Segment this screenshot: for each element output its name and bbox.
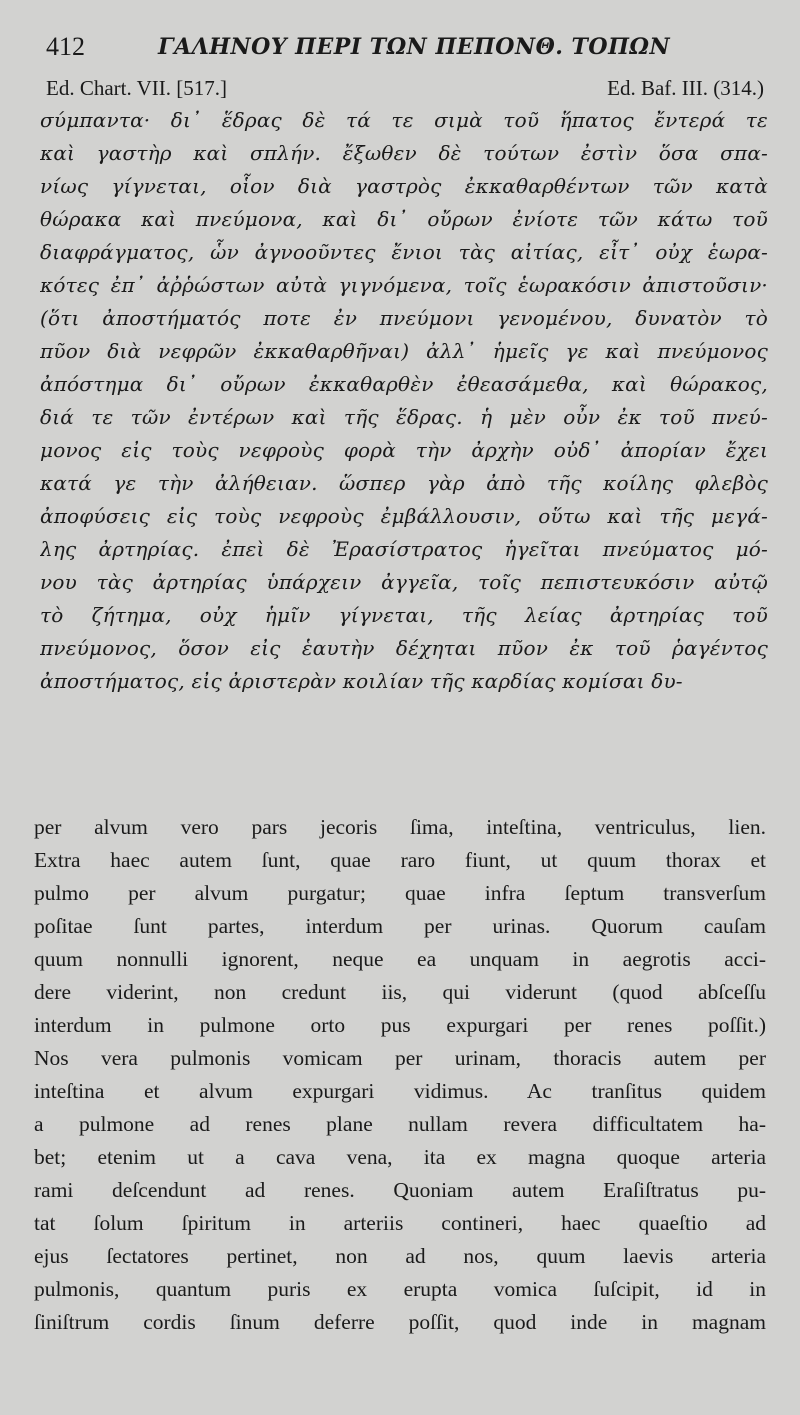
latin-text-line: per alvum vero pars jecoris ſima, inteſtina, ventriculus, lien. [34, 815, 766, 839]
running-head [46, 30, 766, 64]
greek-text-line: ἀποστήματος, εἰς ἀριστερὰν κοιλίαν τῆς καρδίας κομίσαι δυ- [40, 669, 683, 693]
edition-references [46, 74, 764, 102]
greek-text-line: πνεύμονος, ὅσον εἰς ἑαυτὴν δέχηται πῦον ἐκ τοῦ ῥαγέντος [40, 636, 768, 660]
edition-basel-reference: Ed. Baf. III. (314.) [607, 76, 764, 100]
latin-text-line: ſiniſtrum cordis ſinum deferre poſſit, quod inde in magnam [34, 1310, 766, 1334]
latin-text-line: pulmo per alvum purgatur; quae infra ſeptum transverſum [34, 881, 766, 905]
edition-chartier-reference: Ed. Chart. VII. [517.] [46, 76, 227, 100]
greek-text-line: πῦον διὰ νεφρῶν ἐκκαθαρθῆναι) ἀλλ᾿ ἡμεῖς γε καὶ πνεύμονος [40, 339, 768, 363]
greek-text-line: ἀποφύσεις εἰς τοὺς νεφροὺς ἐμβάλλουσιν, οὕτω καὶ τῆς μεγά- [40, 504, 768, 528]
greek-text-line: θώρακα καὶ πνεύμονα, καὶ δι᾿ οὔρων ἐνίοτε τῶν κάτω τοῦ [40, 207, 768, 231]
greek-text-line: (ὅτι ἀποστήματός ποτε ἐν πνεύμονι γενομένου, δυνατὸν τὸ [40, 306, 768, 330]
greek-text-line: λης ἀρτηρίας. ἐπεὶ δὲ Ἐρασίστρατος ἡγεῖται πνεύματος μό- [40, 537, 768, 561]
latin-text-line: tat ſolum ſpiritum in arteriis contineri, haec quaeſtio ad [34, 1211, 766, 1235]
latin-text-line: Nos vera pulmonis vomicam per urinam, thoracis autem per [34, 1046, 766, 1070]
greek-text-line: μονος εἰς τοὺς νεφροὺς φορὰ τὴν ἀρχὴν οὐδ᾿ ἀπορίαν ἔχει [40, 438, 768, 462]
latin-text-block [34, 811, 766, 1339]
greek-text-line: διά τε τῶν ἐντέρων καὶ τῆς ἕδρας. ἡ μὲν οὖν ἐκ τοῦ πνεύ- [40, 405, 768, 429]
greek-text-line: διαφράγματος, ὧν ἀγνοοῦντες ἔνιοι τὰς αἰτίας, εἶτ᾿ οὐχ ἑωρα- [40, 240, 768, 264]
latin-text-line: inteſtina et alvum expurgari vidimus. Ac tranſitus quidem [34, 1079, 766, 1103]
running-title: ΓΑΛΗΝΟΥ ΠΕΡΙ ΤΩΝ ΠΕΠΟΝΘ. ΤΟΠΩΝ [158, 34, 671, 60]
latin-text-line: ejus ſectatores pertinet, non ad nos, quum laevis arteria [34, 1244, 766, 1268]
latin-text-line: interdum in pulmone orto pus expurgari per renes poſſit.) [34, 1013, 766, 1037]
latin-text-line: a pulmone ad renes plane nullam revera difficultatem ha- [34, 1112, 766, 1136]
latin-text-line: Extra haec autem ſunt, quae raro fiunt, ut quum thorax et [34, 848, 766, 872]
latin-text-line: dere viderint, non credunt iis, qui viderunt (quod abſceſſu [34, 980, 766, 1004]
greek-text-line: νίως γίγνεται, οἷον διὰ γαστρὸς ἐκκαθαρθέντων τῶν κατὰ [40, 174, 768, 198]
greek-text-line: ἀπόστημα δι᾿ οὔρων ἐκκαθαρθὲν ἐθεασάμεθα, καὶ θώρακος, [40, 372, 768, 396]
greek-text-line: τὸ ζήτημα, οὐχ ἡμῖν γίγνεται, τῆς λείας ἀρτηρίας τοῦ [40, 603, 768, 627]
greek-text-line: κατά γε τὴν ἀλήθειαν. ὥσπερ γὰρ ἀπὸ τῆς κοίλης φλεβὸς [40, 471, 768, 495]
latin-text-line: bet; etenim ut a cava vena, ita ex magna quoque arteria [34, 1145, 766, 1169]
latin-text-line: pulmonis, quantum puris ex erupta vomica ſuſcipit, id in [34, 1277, 766, 1301]
greek-text-line: σύμπαντα· δι᾿ ἕδρας δὲ τά τε σιμὰ τοῦ ἥπατος ἔντερά τε [40, 108, 768, 132]
latin-text-line: rami deſcendunt ad renes. Quoniam autem Eraſiſtratus pu- [34, 1178, 766, 1202]
greek-text-block [40, 104, 768, 698]
latin-text-line: poſitae ſunt partes, interdum per urinas. Quorum cauſam [34, 914, 766, 938]
latin-text-line: quum nonnulli ignorent, neque ea unquam in aegrotis acci- [34, 947, 766, 971]
greek-text-line: νου τὰς ἀρτηρίας ὑπάρχειν ἀγγεῖα, τοῖς πεπιστευκόσιν αὐτῷ [40, 570, 768, 594]
page-number: 412 [46, 32, 85, 61]
greek-text-line: κότες ἐπ᾿ ἀῤῥώστων αὐτὰ γιγνόμενα, τοῖς ἑωρακόσιν ἀπιστοῦσιν· [40, 273, 768, 297]
greek-text-line: καὶ γαστὴρ καὶ σπλήν. ἔξωθεν δὲ τούτων ἐστὶν ὅσα σπα- [40, 141, 768, 165]
